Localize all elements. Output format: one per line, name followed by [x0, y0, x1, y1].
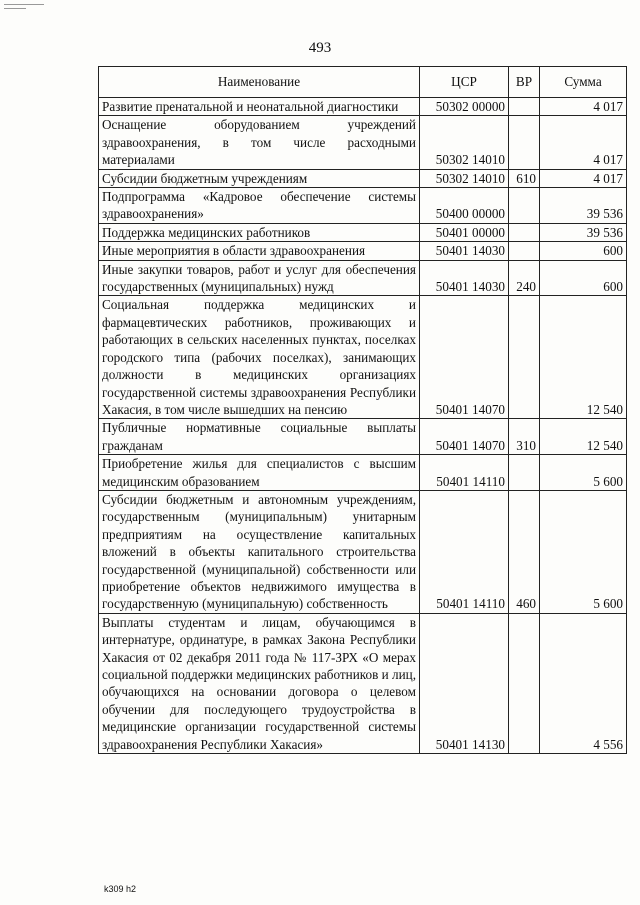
row-csr-cell: 50401 14110	[420, 490, 509, 613]
page-number: 493	[308, 40, 332, 56]
table-row	[99, 419, 627, 455]
row-name-cell: Социальная поддержка медицинских и фармацевтических работников, проживающих и работающих в сельских населенных пунктах, поселках городского типа (рабочих поселках), занимающих должности в медицинских организациях государственной системы здравоохранения Республики Хакасия, в том числе вышедших на пенсию	[99, 296, 420, 419]
row-sum-cell: 12 540	[540, 419, 627, 455]
row-csr-cell: 50400 00000	[420, 188, 509, 224]
table-header-row	[99, 67, 627, 98]
row-name-cell: Подпрограмма «Кадровое обеспечение системы здравоохранения»	[99, 188, 420, 224]
row-vr-cell	[509, 613, 540, 753]
table-row	[99, 490, 627, 613]
table-row	[99, 455, 627, 491]
row-csr-cell: 50302 14010	[420, 116, 509, 169]
row-name-cell: Поддержка медицинских работников	[99, 223, 420, 241]
row-sum-cell: 4 556	[540, 613, 627, 753]
row-vr-cell: 240	[509, 260, 540, 296]
scan-corner-mark	[4, 4, 44, 5]
row-vr-cell: 460	[509, 490, 540, 613]
row-vr-cell	[509, 188, 540, 224]
row-sum-cell: 12 540	[540, 296, 627, 419]
row-sum-cell: 5 600	[540, 490, 627, 613]
row-name-cell: Иные закупки товаров, работ и услуг для обеспечения государственных (муниципальных) нужд	[99, 260, 420, 296]
row-vr-cell	[509, 98, 540, 116]
row-name-cell: Выплаты студентам и лицам, обучающимся в интернатуре, ординатуре, в рамках Закона Республики Хакасия от 02 декабря 2011 года № 117-ЗРХ «О мерах социальной поддержки медицинских работников и лиц, обучающихся на основании договора о целевом обучении для последующего трудоустройства в медицинские организации государственной системы здравоохранения Республики Хакасия»	[99, 613, 420, 753]
row-name-cell: Субсидии бюджетным и автономным учреждениям, государственным (муниципальным) унитарным предприятиям на осуществление капитальных вложений в объекты капитального строительства государственной (муниципальной) собственности или приобретение объектов недвижимого имущества в государственную (муниципальную) собственность	[99, 490, 420, 613]
table-row	[99, 98, 627, 116]
row-vr-cell: 610	[509, 169, 540, 187]
row-sum-cell: 4 017	[540, 98, 627, 116]
table-row	[99, 223, 627, 241]
row-sum-cell: 5 600	[540, 455, 627, 491]
row-name-cell: Публичные нормативные социальные выплаты гражданам	[99, 419, 420, 455]
budget-table	[98, 66, 627, 754]
row-name-cell: Приобретение жилья для специалистов с высшим медицинским образованием	[99, 455, 420, 491]
table-row	[99, 169, 627, 187]
row-sum-cell: 4 017	[540, 169, 627, 187]
header-csr: ЦСР	[420, 67, 509, 98]
row-name-cell: Оснащение оборудованием учреждений здравоохранения, в том числе расходными материалами	[99, 116, 420, 169]
row-vr-cell	[509, 116, 540, 169]
row-csr-cell: 50401 14030	[420, 260, 509, 296]
row-csr-cell: 50302 14010	[420, 169, 509, 187]
row-vr-cell: 310	[509, 419, 540, 455]
row-name-cell: Субсидии бюджетным учреждениям	[99, 169, 420, 187]
row-sum-cell: 600	[540, 260, 627, 296]
row-name-cell: Развитие пренатальной и неонатальной диагностики	[99, 98, 420, 116]
row-sum-cell: 4 017	[540, 116, 627, 169]
row-sum-cell: 39 536	[540, 188, 627, 224]
table-row	[99, 296, 627, 419]
table-row	[99, 613, 627, 753]
footer-mark: k309 h2	[104, 884, 137, 894]
table-row	[99, 260, 627, 296]
row-name-cell: Иные мероприятия в области здравоохранения	[99, 242, 420, 260]
row-vr-cell	[509, 223, 540, 241]
row-csr-cell: 50401 14030	[420, 242, 509, 260]
table-row	[99, 188, 627, 224]
row-csr-cell: 50401 14070	[420, 419, 509, 455]
header-sum: Сумма	[540, 67, 627, 98]
row-csr-cell: 50401 14130	[420, 613, 509, 753]
table-row	[99, 242, 627, 260]
row-vr-cell	[509, 296, 540, 419]
row-sum-cell: 600	[540, 242, 627, 260]
header-vr: ВР	[509, 67, 540, 98]
row-vr-cell	[509, 455, 540, 491]
row-vr-cell	[509, 242, 540, 260]
row-csr-cell: 50401 14070	[420, 296, 509, 419]
row-sum-cell: 39 536	[540, 223, 627, 241]
table-row	[99, 116, 627, 169]
row-csr-cell: 50401 00000	[420, 223, 509, 241]
row-csr-cell: 50302 00000	[420, 98, 509, 116]
row-csr-cell: 50401 14110	[420, 455, 509, 491]
header-name: Наименование	[99, 67, 420, 98]
scan-corner-mark	[4, 8, 26, 9]
